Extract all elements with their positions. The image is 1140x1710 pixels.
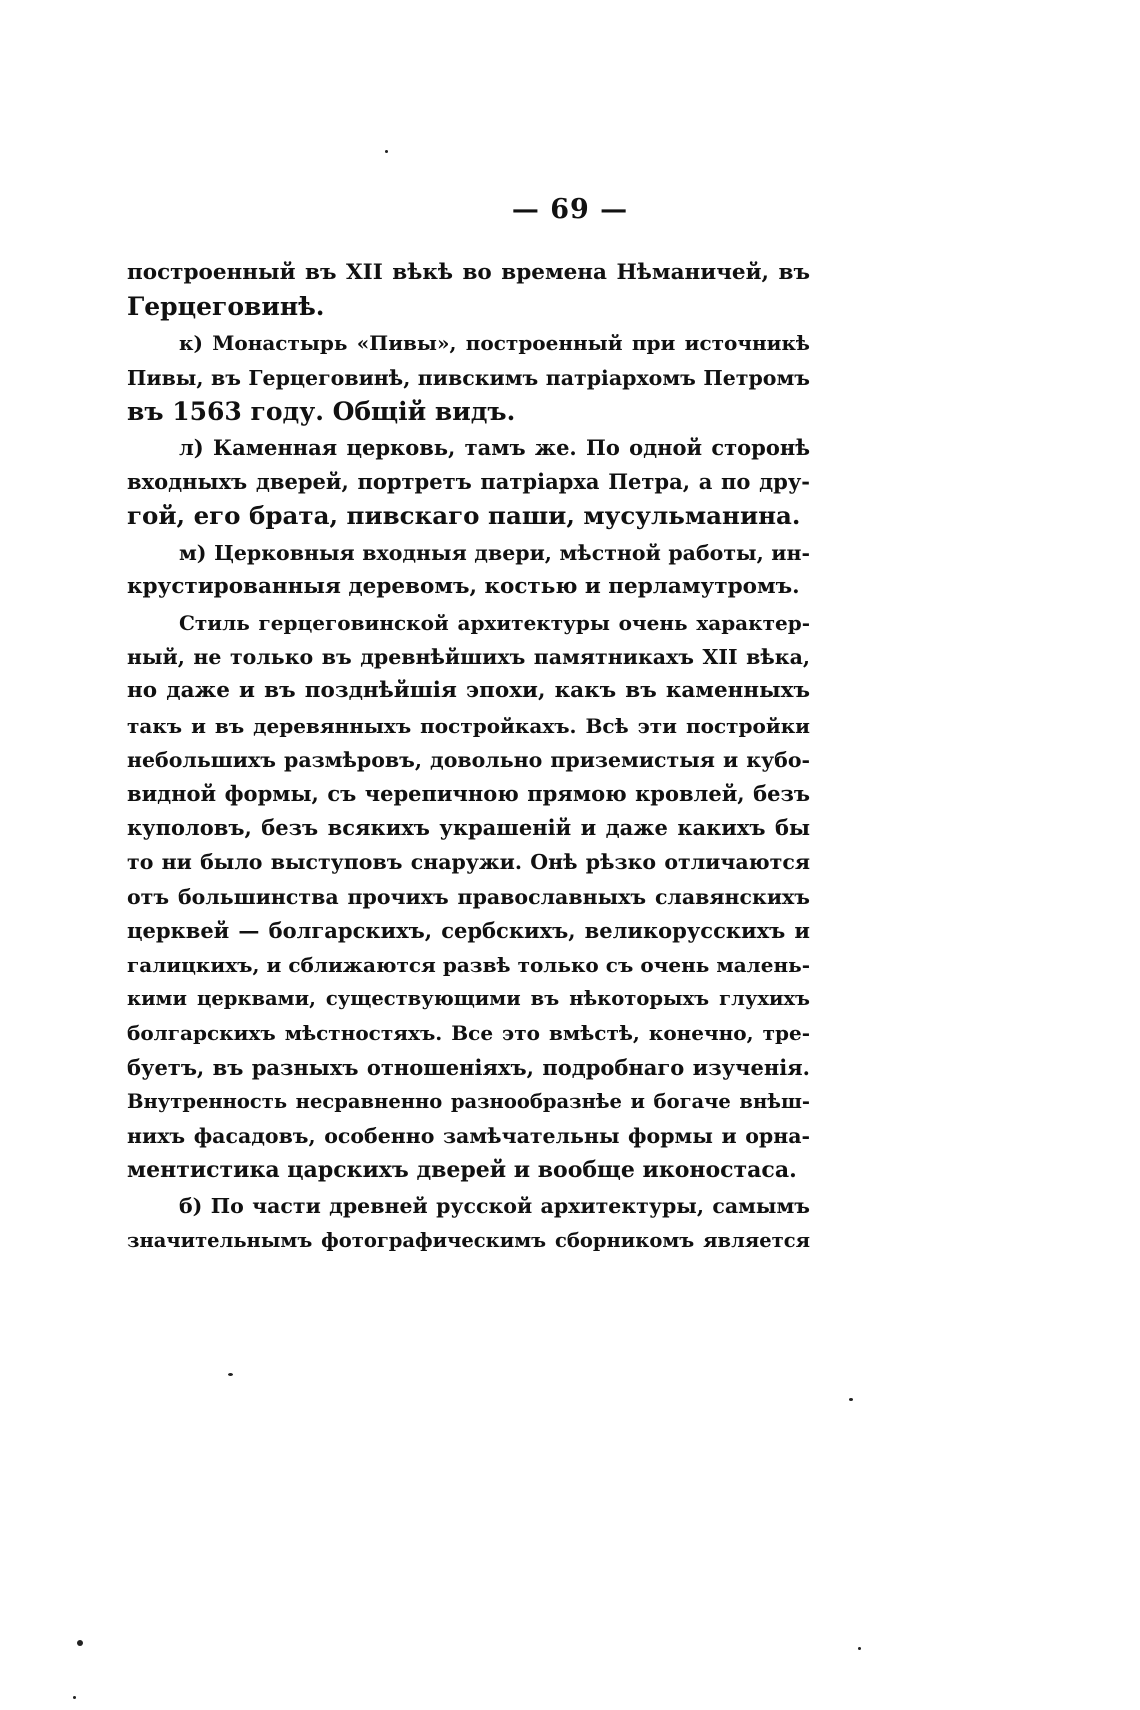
text-line: болгарскихъ мѣстностяхъ. Все это вмѣстѣ, конечно, тре- bbox=[127, 1021, 810, 1046]
paragraph bbox=[127, 256, 810, 324]
paragraph bbox=[127, 431, 810, 534]
text-line: кими церквами, существующими въ нѣкоторыхъ глухихъ bbox=[127, 987, 810, 1011]
text-line: входныхъ дверей, портретъ патріарха Петра, а по дру- bbox=[127, 469, 810, 495]
text-line: галицкихъ, и сближаются развѣ только съ очень малень- bbox=[127, 953, 810, 978]
paragraph bbox=[127, 606, 810, 1187]
text-line: такъ и въ деревянныхъ постройкахъ. Всѣ эти постройки bbox=[127, 713, 810, 738]
scan-speck bbox=[77, 1640, 83, 1646]
text-line: Стиль герцеговинской архитектуры очень характер- bbox=[179, 611, 810, 636]
paragraph bbox=[127, 536, 810, 604]
page-number: — 69 — bbox=[511, 194, 629, 225]
body-text bbox=[127, 256, 810, 1258]
paragraph bbox=[127, 1189, 810, 1257]
scan-speck bbox=[228, 1373, 233, 1376]
text-line: видной формы, съ черепичною прямою кровлей, безъ bbox=[127, 781, 810, 807]
text-line: крустированныя деревомъ, костью и перламутромъ. bbox=[127, 573, 800, 599]
text-line: построенный въ XII вѣкѣ во времена Нѣманичей, въ bbox=[127, 260, 810, 285]
text-line: гой, его брата, пивскаго паши, мусульманина. bbox=[127, 501, 801, 531]
text-line: ментистика царскихъ дверей и вообще иконостаса. bbox=[127, 1157, 797, 1184]
scan-speck bbox=[385, 150, 388, 153]
text-line: отъ большинства прочихъ православныхъ славянскихъ bbox=[127, 884, 810, 909]
text-line: церквей — болгарскихъ, сербскихъ, великорусскихъ и bbox=[127, 917, 810, 943]
text-line: б) По части древней русской архитектуры, самымъ bbox=[179, 1194, 810, 1219]
text-line: м) Церковныя входныя двери, мѣстной работы, ин- bbox=[179, 540, 810, 565]
text-line: то ни было выступовъ снаружи. Онѣ рѣзко отличаются bbox=[127, 850, 810, 875]
text-line: буетъ, въ разныхъ отношеніяхъ, подробнаго изученія. bbox=[127, 1054, 810, 1080]
text-line: Герцеговинѣ. bbox=[127, 292, 325, 322]
text-line: к) Монастырь «Пивы», построенный при источникѣ bbox=[179, 331, 810, 356]
text-line: Внутренность несравненно разнообразнѣе и богаче внѣш- bbox=[127, 1089, 810, 1113]
text-line: въ 1563 году. Общій видъ. bbox=[127, 396, 516, 426]
text-line: ный, не только въ древнѣйшихъ памятникахъ XII вѣка, bbox=[127, 645, 810, 670]
paragraph bbox=[127, 326, 810, 429]
scan-speck bbox=[858, 1647, 861, 1650]
text-line: но даже и въ позднѣйшія эпохи, какъ въ каменныхъ bbox=[127, 678, 810, 704]
text-line: куполовъ, безъ всякихъ украшеній и даже какихъ бы bbox=[127, 815, 810, 841]
text-line: Пивы, въ Герцеговинѣ, пивскимъ патріархомъ Петромъ bbox=[127, 365, 810, 390]
scan-speck bbox=[849, 1398, 853, 1401]
scan-speck bbox=[73, 1696, 76, 1699]
text-line: небольшихъ размѣровъ, довольно приземистыя и кубо- bbox=[127, 747, 810, 772]
text-line: значительнымъ фотографическимъ сборникомъ является bbox=[127, 1228, 810, 1252]
text-line: нихъ фасадовъ, особенно замѣчательны формы и орна- bbox=[127, 1124, 810, 1149]
text-line: л) Каменная церковь, тамъ же. По одной сторонѣ bbox=[179, 435, 810, 461]
